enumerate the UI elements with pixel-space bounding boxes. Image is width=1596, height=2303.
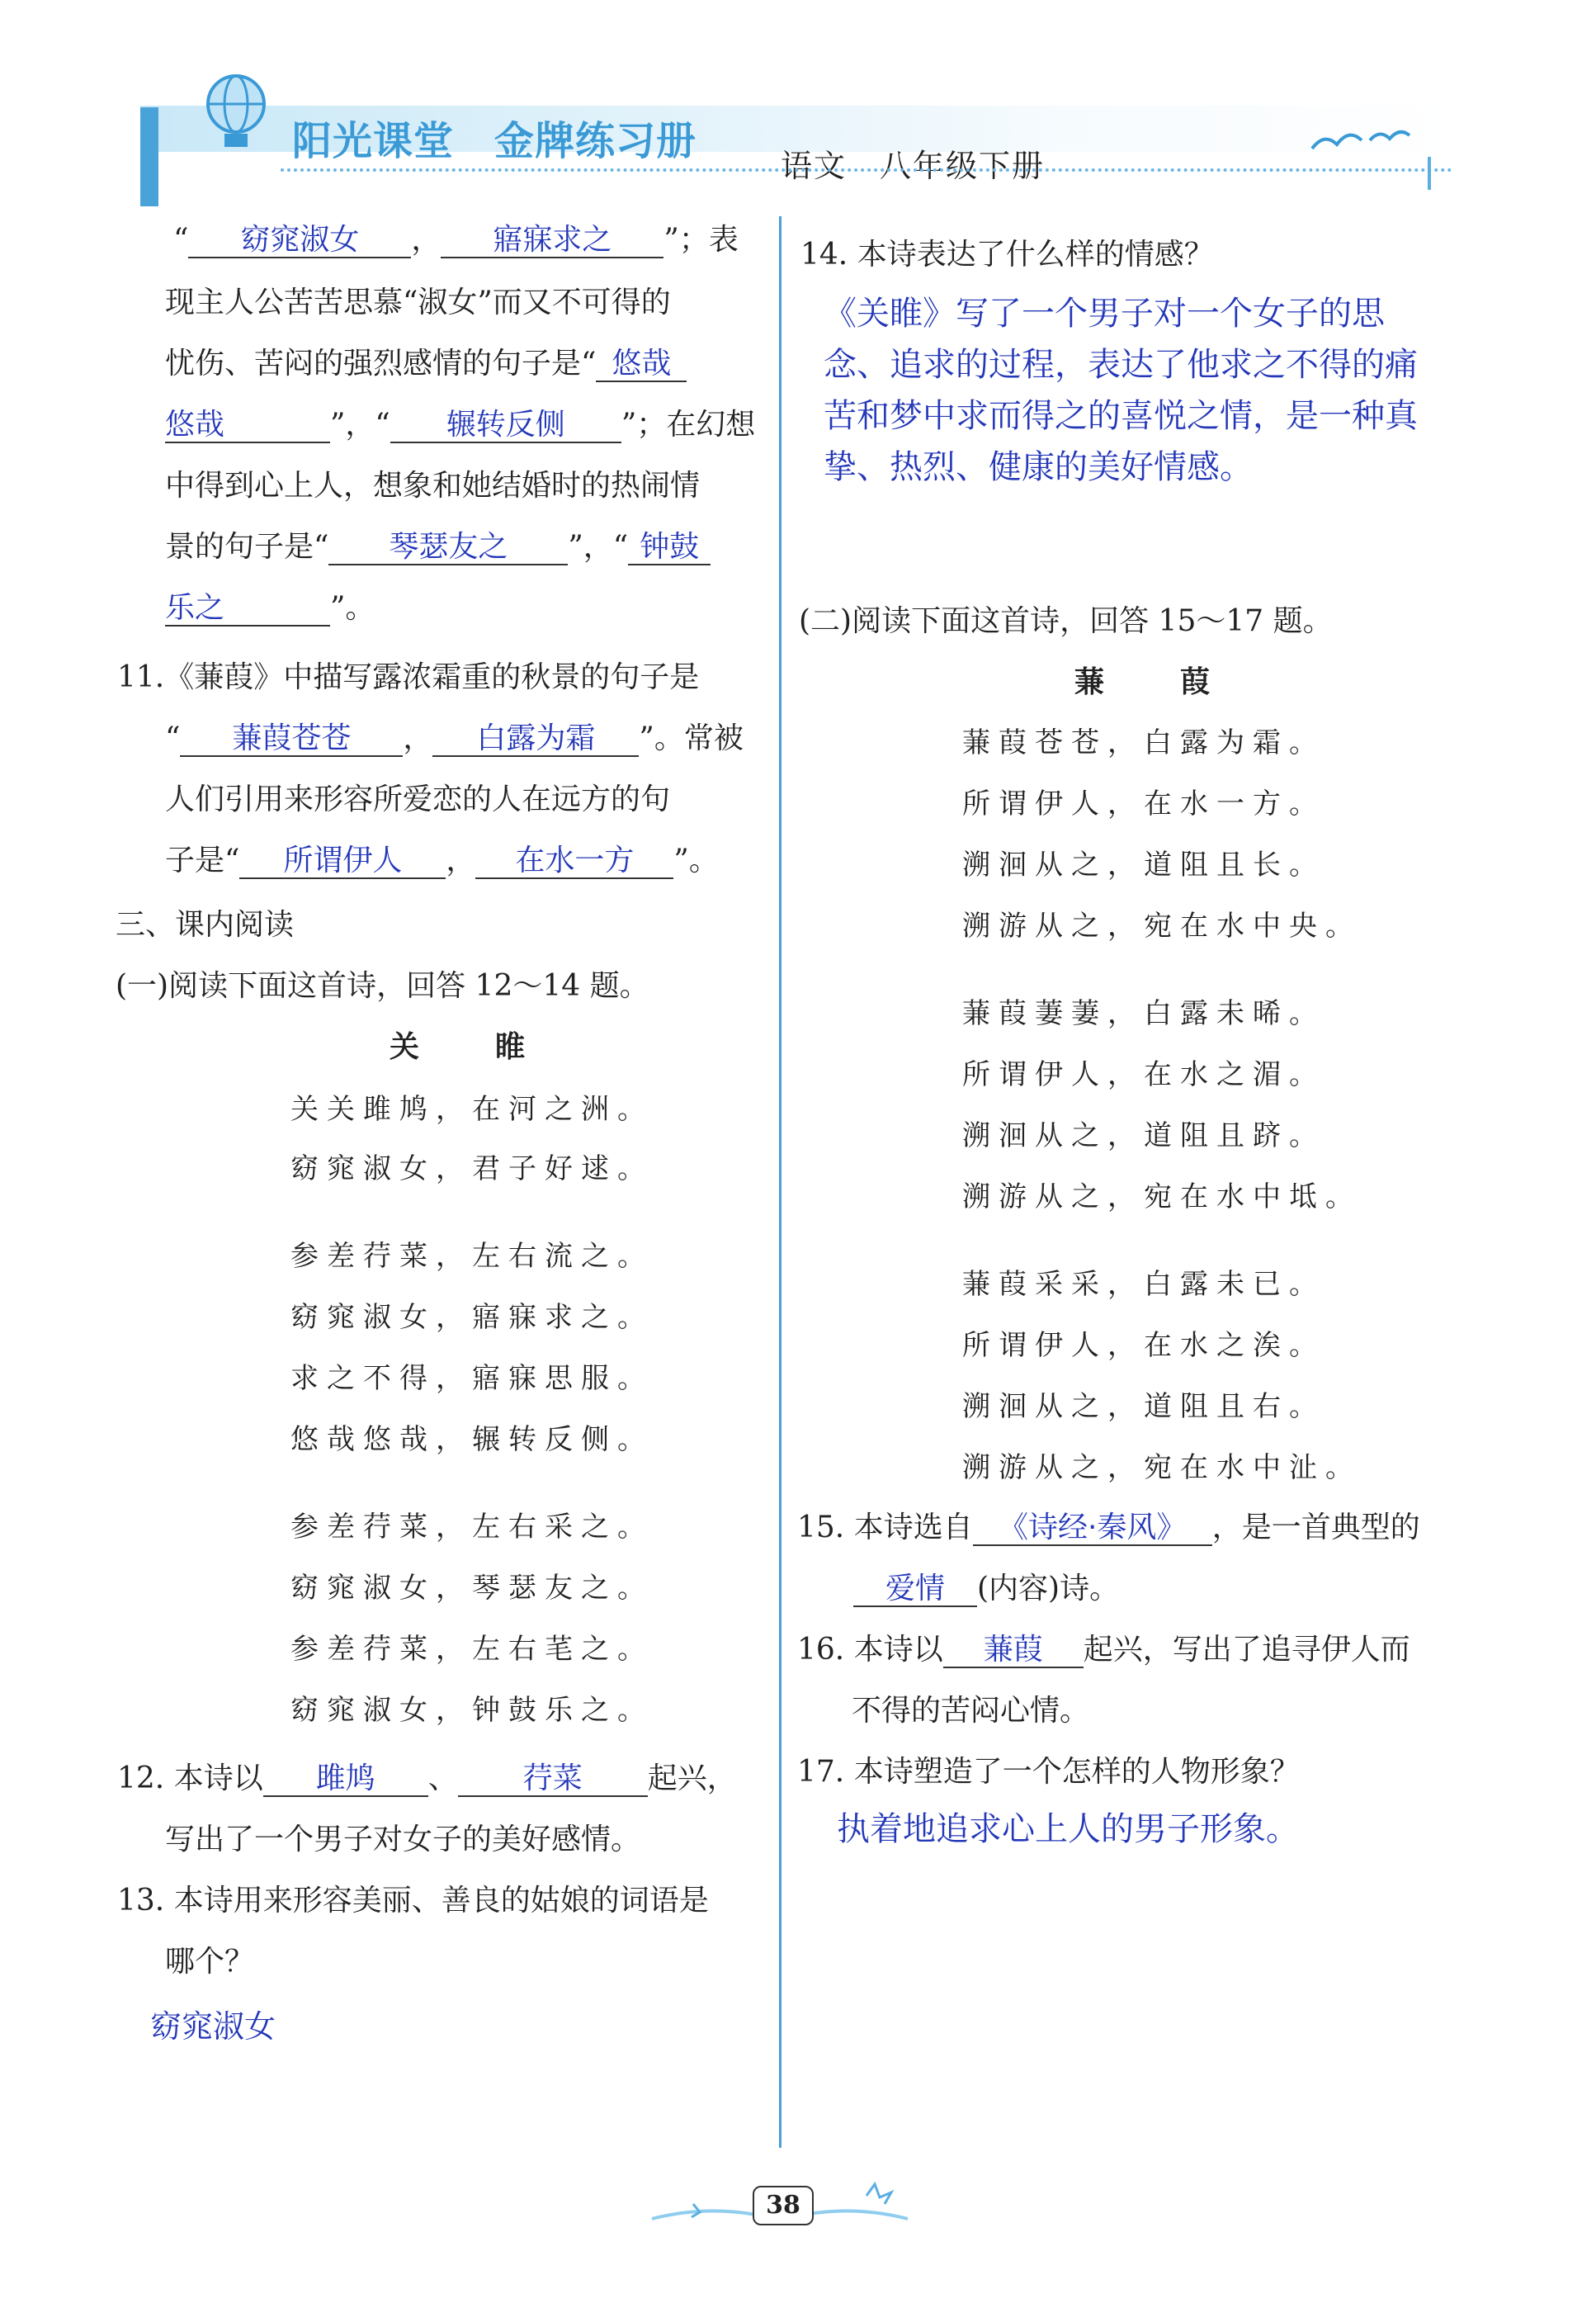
q15-line2 (853, 1565, 1119, 1607)
poem1-line: 悠哉悠哉，辗转反侧。 (290, 1423, 654, 1456)
poem2-line: 蒹葭采采，白露未已。 (962, 1268, 1325, 1301)
q13-answer: 窈窕淑女 (150, 2008, 276, 2045)
answer-blank: 爱情 (853, 1572, 977, 1607)
part2-instruction: (二)阅读下面这首诗，回答 15～17 题。 (799, 604, 1333, 638)
q11-line1: 11.《蒹葭》中描写露浓霜重的秋景的句子是 (117, 660, 700, 694)
poem1-line: 关关雎鸠，在河之洲。 (290, 1093, 654, 1126)
column-divider (779, 216, 781, 2148)
poem2-line: 所谓伊人，在水之涘。 (962, 1329, 1325, 1362)
text: “ (165, 721, 181, 755)
q16-line2: 不得的苦闷心情。 (852, 1694, 1090, 1728)
text: 起兴，写出了追寻伊人而 (1083, 1633, 1410, 1667)
q13-line2: 哪个？ (165, 1945, 255, 1979)
header-end-tick (1428, 157, 1431, 190)
text: ”；表 (663, 223, 739, 257)
poem2-line: 蒹葭苍苍，白露为霜。 (962, 726, 1325, 759)
text: 16. 本诗以 (797, 1633, 943, 1667)
q11-line2 (165, 715, 744, 757)
q12-line2: 写出了一个男子对女子的美好感情。 (165, 1823, 641, 1856)
birds-decoration-icon (1304, 116, 1428, 165)
poem2-line: 溯游从之，宛在水中央。 (962, 910, 1362, 943)
poem2-line: 溯洄从之，道阻且右。 (962, 1390, 1325, 1423)
answer-blank: 寤寐求之 (441, 224, 663, 258)
poem2-title: 蒹 葭 (1074, 665, 1234, 699)
poem1-line: 参差荇菜，左右采之。 (290, 1511, 654, 1544)
subject-grade: 语文 八年级下册 (781, 148, 1046, 184)
header-accent-bar (140, 107, 158, 206)
poem2-line: 溯洄从之，道阻且长。 (962, 849, 1325, 882)
q17-question: 17. 本诗塑造了一个怎样的人物形象？ (797, 1755, 1300, 1789)
q11-line4 (165, 837, 719, 879)
q14-answer-line: 挚、热烈、健康的美好情感。 (824, 448, 1253, 486)
answer-blank: 荇菜 (458, 1762, 648, 1797)
text: ”。 (673, 844, 719, 877)
q14-question: 14. 本诗表达了什么样的情感？ (800, 238, 1214, 272)
poem1-line: 窈窕淑女，琴瑟友之。 (290, 1572, 654, 1605)
poem2-line: 所谓伊人，在水之湄。 (962, 1058, 1325, 1091)
answer-blank: 悠哉 (596, 348, 687, 382)
section-heading: 三、课内阅读 (116, 908, 295, 942)
q11-line3: 人们引用来形容所爱恋的人在远方的句 (165, 783, 671, 816)
text: “ (173, 223, 189, 257)
text: 起兴， (647, 1762, 737, 1795)
poem1-line: 窈窕淑女，钟鼓乐之。 (290, 1694, 654, 1727)
poem1-line: 参差荇菜，左右芼之。 (290, 1633, 654, 1666)
answer-blank: 雎鸠 (263, 1762, 428, 1797)
text: (内容)诗。 (977, 1572, 1120, 1605)
text: ”；在幻想 (621, 408, 756, 442)
answer-blank: 蒹葭苍苍 (180, 722, 403, 757)
q10-line3 (165, 340, 687, 382)
poem1-line: 求之不得，寤寐思服。 (290, 1362, 654, 1395)
q10-line2: 现主人公苦苦思慕“淑女”而又不可得的 (165, 286, 671, 319)
poem2-line: 溯洄从之，道阻且跻。 (962, 1119, 1325, 1152)
text: ”。常被 (639, 721, 744, 755)
poem2-line: 蒹葭萋萋，白露未晞。 (962, 997, 1325, 1030)
q10-line1: “ 窈窕淑女 ， 寤寐求之 ”；表 (173, 223, 739, 257)
poem1-title: 关 睢 (390, 1030, 549, 1064)
answer-blank: 所谓伊人 (239, 844, 446, 879)
q14-answer-line: 念、追求的过程，表达了他求之不得的痛 (824, 346, 1418, 384)
answer-blank: 悠哉 (165, 409, 330, 443)
q17-answer: 执着地追求心上人的男子形象。 (837, 1810, 1299, 1848)
q16-line1 (797, 1626, 1410, 1668)
page-header (140, 33, 1461, 198)
q13-line1: 13. 本诗用来形容美丽、善良的姑娘的词语是 (117, 1884, 709, 1918)
globe-logo-icon (191, 63, 281, 152)
poem1-line: 窈窕淑女，君子好逑。 (290, 1152, 654, 1185)
text: ，是一首典型的 (1211, 1511, 1420, 1544)
part1-instruction: (一)阅读下面这首诗，回答 12～14 题。 (116, 969, 649, 1003)
q15-line1 (797, 1504, 1420, 1546)
q14-answer-line: 《关睢》写了一个男子对一个女子的思 (824, 295, 1385, 333)
answer-blank: 在水一方 (475, 844, 673, 879)
text: ”，“ (568, 530, 629, 564)
answer-blank: 窈窕淑女 (188, 224, 411, 258)
page-number: 38 (753, 2186, 814, 2225)
text: 12. 本诗以 (117, 1762, 263, 1795)
text: ， (403, 721, 433, 755)
q14-answer-line: 苦和梦中求而得之的喜悦之情，是一种真 (824, 397, 1418, 435)
text: 15. 本诗选自 (797, 1511, 973, 1544)
header-dotted-rule (281, 168, 1452, 172)
answer-blank: 琴瑟友之 (328, 531, 568, 565)
text: 忧伤、苦闷的强烈感情的句子是“ (165, 347, 597, 381)
text: ， (446, 844, 476, 877)
text: ”，“ (330, 408, 390, 442)
text: 、 (427, 1762, 458, 1795)
brand-title: 阳光课堂 金牌练习册 (292, 118, 697, 164)
answer-blank: 乐之 (165, 592, 330, 627)
q12-line1 (117, 1755, 737, 1797)
answer-blank: 白露为霜 (432, 722, 639, 757)
q10-line5: 中得到心上人，想象和她结婚时的热闹情 (165, 469, 701, 503)
text: ”。 (330, 591, 375, 625)
q10-line6 (165, 523, 711, 565)
text: 子是“ (165, 844, 240, 877)
poem2-line: 溯游从之，宛在水中坻。 (962, 1180, 1362, 1213)
answer-blank: 钟鼓 (628, 531, 711, 565)
q10-line7 (165, 584, 375, 627)
answer-blank: 《诗经·秦风》 (973, 1511, 1212, 1546)
poem2-line: 溯游从之，宛在水中沚。 (962, 1451, 1362, 1484)
poem1-line: 窈窕淑女，寤寐求之。 (290, 1301, 654, 1334)
answer-blank: 蒹葭 (943, 1634, 1084, 1668)
text: 景的句子是“ (165, 530, 329, 564)
poem1-line: 参差荇菜，左右流之。 (290, 1240, 654, 1273)
q10-line4 (165, 401, 755, 443)
answer-blank: 辗转反侧 (390, 409, 621, 443)
poem2-line: 所谓伊人，在水一方。 (962, 787, 1325, 820)
